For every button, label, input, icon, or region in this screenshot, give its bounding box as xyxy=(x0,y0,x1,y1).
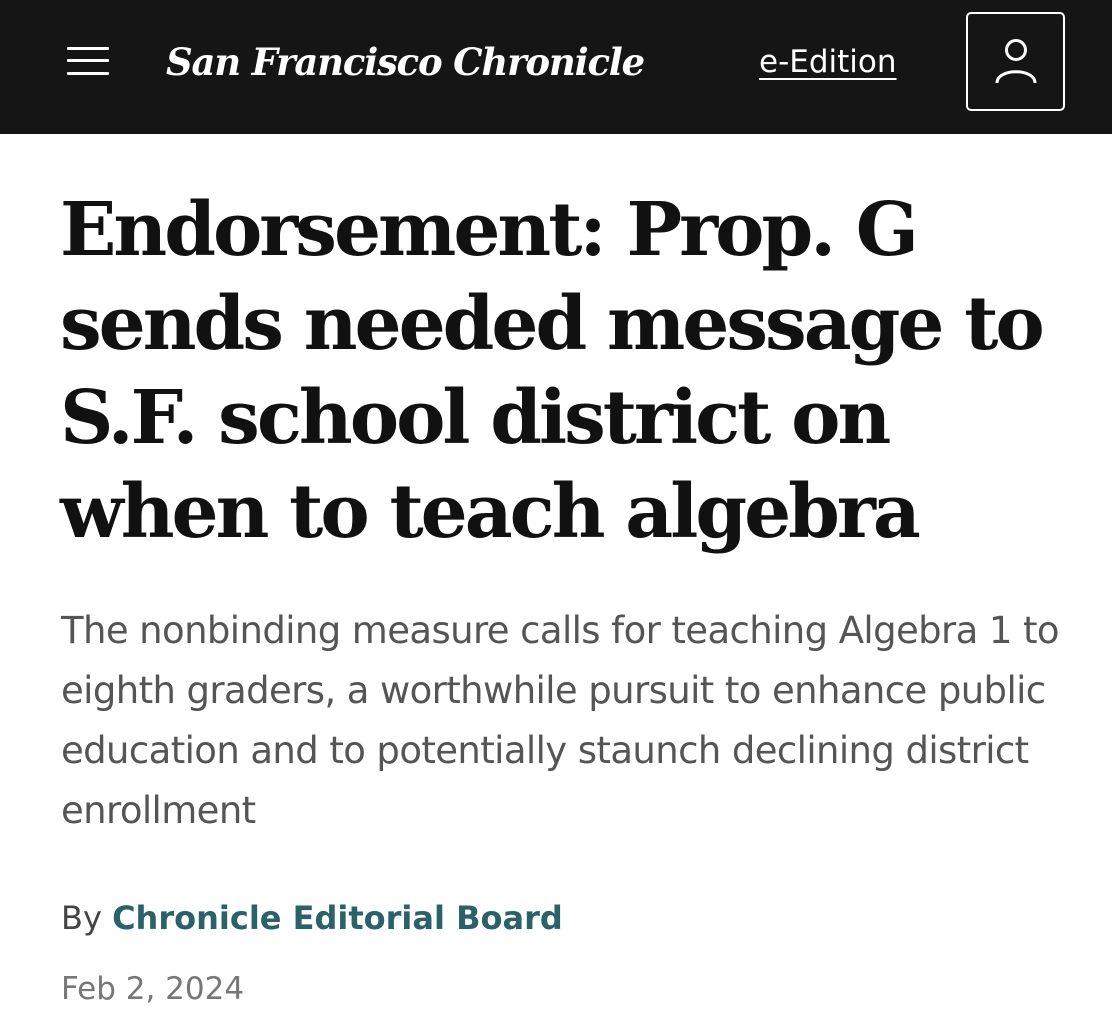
menu-line xyxy=(67,47,109,50)
menu-line xyxy=(67,72,109,75)
article-deck: The nonbinding measure calls for teaching Algebra 1 to eighth graders, a worthwhile pursuit to enhance public education and to potentially staunch declining district enrollment xyxy=(61,609,1059,832)
article-headline: Endorsement: Prop. G sends needed message to S.F. school district on when to teach algebra xyxy=(60,187,1042,555)
author-link[interactable]: Chronicle Editorial Board xyxy=(112,899,563,937)
site-header xyxy=(0,0,1112,134)
menu-line xyxy=(67,59,109,62)
hamburger-menu-icon[interactable] xyxy=(64,44,112,78)
user-account-icon xyxy=(994,38,1038,84)
byline xyxy=(61,895,563,941)
byline-prefix: By xyxy=(61,899,102,937)
publish-date: Feb 2, 2024 xyxy=(61,971,245,1007)
account-button[interactable] xyxy=(966,12,1065,111)
site-logo[interactable]: San Francisco Chronicle xyxy=(166,40,644,84)
e-edition-link[interactable]: e-Edition xyxy=(759,44,897,80)
